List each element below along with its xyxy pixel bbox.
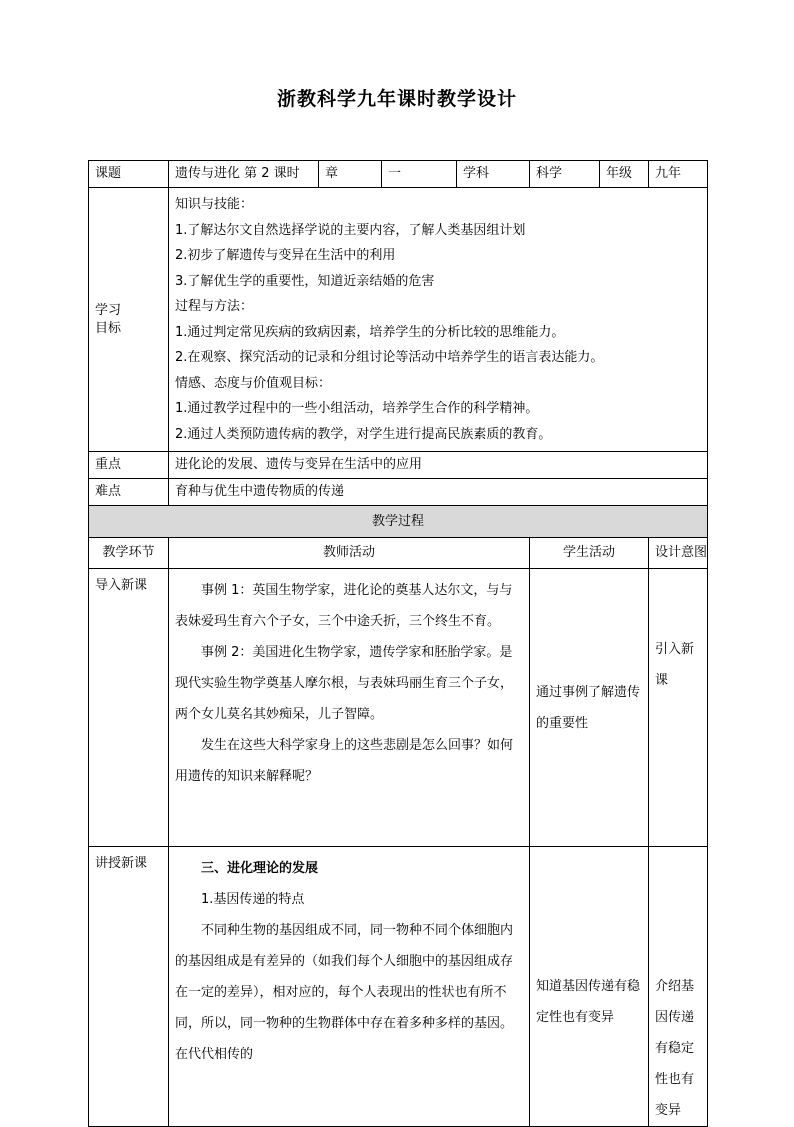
grade-value: 九年	[649, 161, 708, 188]
lesson-plan-table	[88, 160, 708, 1127]
process-section-title: 教学过程	[89, 506, 708, 538]
table-row	[89, 847, 708, 1127]
student-activity-cell: 知道基因传递有稳定性也有变异	[530, 847, 649, 1127]
teacher-heading: 三、进化理论的发展	[201, 861, 319, 876]
design-intent-cell: 介绍基因传递有稳定性也有变异	[649, 847, 708, 1127]
teacher-paragraph: 事例 2：美国进化生物学家，遗传学家和胚胎学家。是现代实验生物学奠基人摩尔根，与表妹玛丽生育三个子女，两个女儿莫名其妙痴呆，儿子智障。	[175, 645, 514, 722]
goals-row	[89, 188, 708, 452]
teacher-paragraph: 不同种生物的基因组成不同，同一物种不同个体细胞内的基因组成是有差异的（如我们每个人细胞中的基因组成存在一定的差异），相对应的，每个人表现出的性状也有所不同，所以，同一物种的生物群体中存在着多种多样的基因。在代代相传的	[175, 923, 514, 1062]
subject-label: 学科	[457, 161, 530, 188]
column-intent: 设计意图	[649, 538, 708, 569]
teacher-activity-cell	[169, 569, 530, 847]
difficulty-value: 育种与优生中遗传物质的传递	[169, 479, 708, 506]
stage-cell: 讲授新课	[89, 847, 169, 1127]
column-student: 学生活动	[530, 538, 649, 569]
teacher-activity-cell	[169, 847, 530, 1127]
grade-label: 年级	[600, 161, 649, 188]
goals-content	[169, 188, 708, 452]
chapter-label: 章	[319, 161, 382, 188]
course-value: 遗传与进化 第 2 课时	[169, 161, 319, 188]
process-column-header	[89, 538, 708, 569]
key-point-value: 进化论的发展、遗传与变异在生活中的应用	[169, 452, 708, 479]
teacher-paragraph: 1.基因传递的特点	[201, 892, 305, 907]
goal-line: 1.通过教学过程中的一些小组活动，培养学生合作的科学精神。	[175, 401, 539, 416]
student-activity-cell: 通过事例了解遗传的重要性	[530, 569, 649, 847]
design-intent-cell: 引入新课	[649, 569, 708, 847]
chapter-value: 一	[382, 161, 457, 188]
stage-cell: 导入新课	[89, 569, 169, 847]
goals-label-line2: 目标	[95, 320, 122, 336]
goal-line: 2.通过人类预防遗传病的教学，对学生进行提高民族素质的教育。	[175, 426, 552, 442]
goals-label-line1: 学习	[95, 302, 122, 318]
goal-line: 过程与方法：	[175, 299, 254, 314]
column-teacher: 教师活动	[169, 538, 530, 569]
difficulty-row	[89, 479, 708, 506]
goal-line: 知识与技能：	[175, 197, 254, 212]
goal-line: 1.通过判定常见疾病的致病因素，培养学生的分析比较的思维能力。	[175, 324, 565, 340]
column-stage: 教学环节	[89, 538, 169, 569]
goal-line: 3.了解优生学的重要性，知道近亲结婚的危害	[175, 273, 435, 289]
process-section-row	[89, 506, 708, 538]
teacher-paragraph: 发生在这些大科学家身上的这些悲剧是怎么回事？如何用遗传的知识来解释呢？	[175, 738, 514, 784]
goal-line: 情感、态度与价值观目标：	[175, 375, 332, 391]
subject-value: 科学	[530, 161, 600, 188]
goal-line: 2.初步了解遗传与变异在生活中的利用	[175, 248, 396, 263]
goal-line: 1.了解达尔文自然选择学说的主要内容，了解人类基因组计划	[175, 222, 526, 238]
key-point-label: 重点	[89, 452, 169, 479]
course-label: 课题	[89, 161, 169, 188]
teacher-paragraph: 事例 1：英国生物学家，进化论的奠基人达尔文，与与表妹爱玛生育六个子女，三个中途夭折，三个终生不育。	[175, 583, 513, 629]
table-row	[89, 569, 708, 847]
goal-line: 2.在观察、探究活动的记录和分组讨论等活动中培养学生的语言表达能力。	[175, 350, 604, 365]
key-point-row	[89, 452, 708, 479]
difficulty-label: 难点	[89, 479, 169, 506]
goals-label	[89, 188, 169, 452]
page-title: 浙教科学九年课时教学设计	[276, 88, 517, 110]
header-row	[89, 161, 708, 188]
